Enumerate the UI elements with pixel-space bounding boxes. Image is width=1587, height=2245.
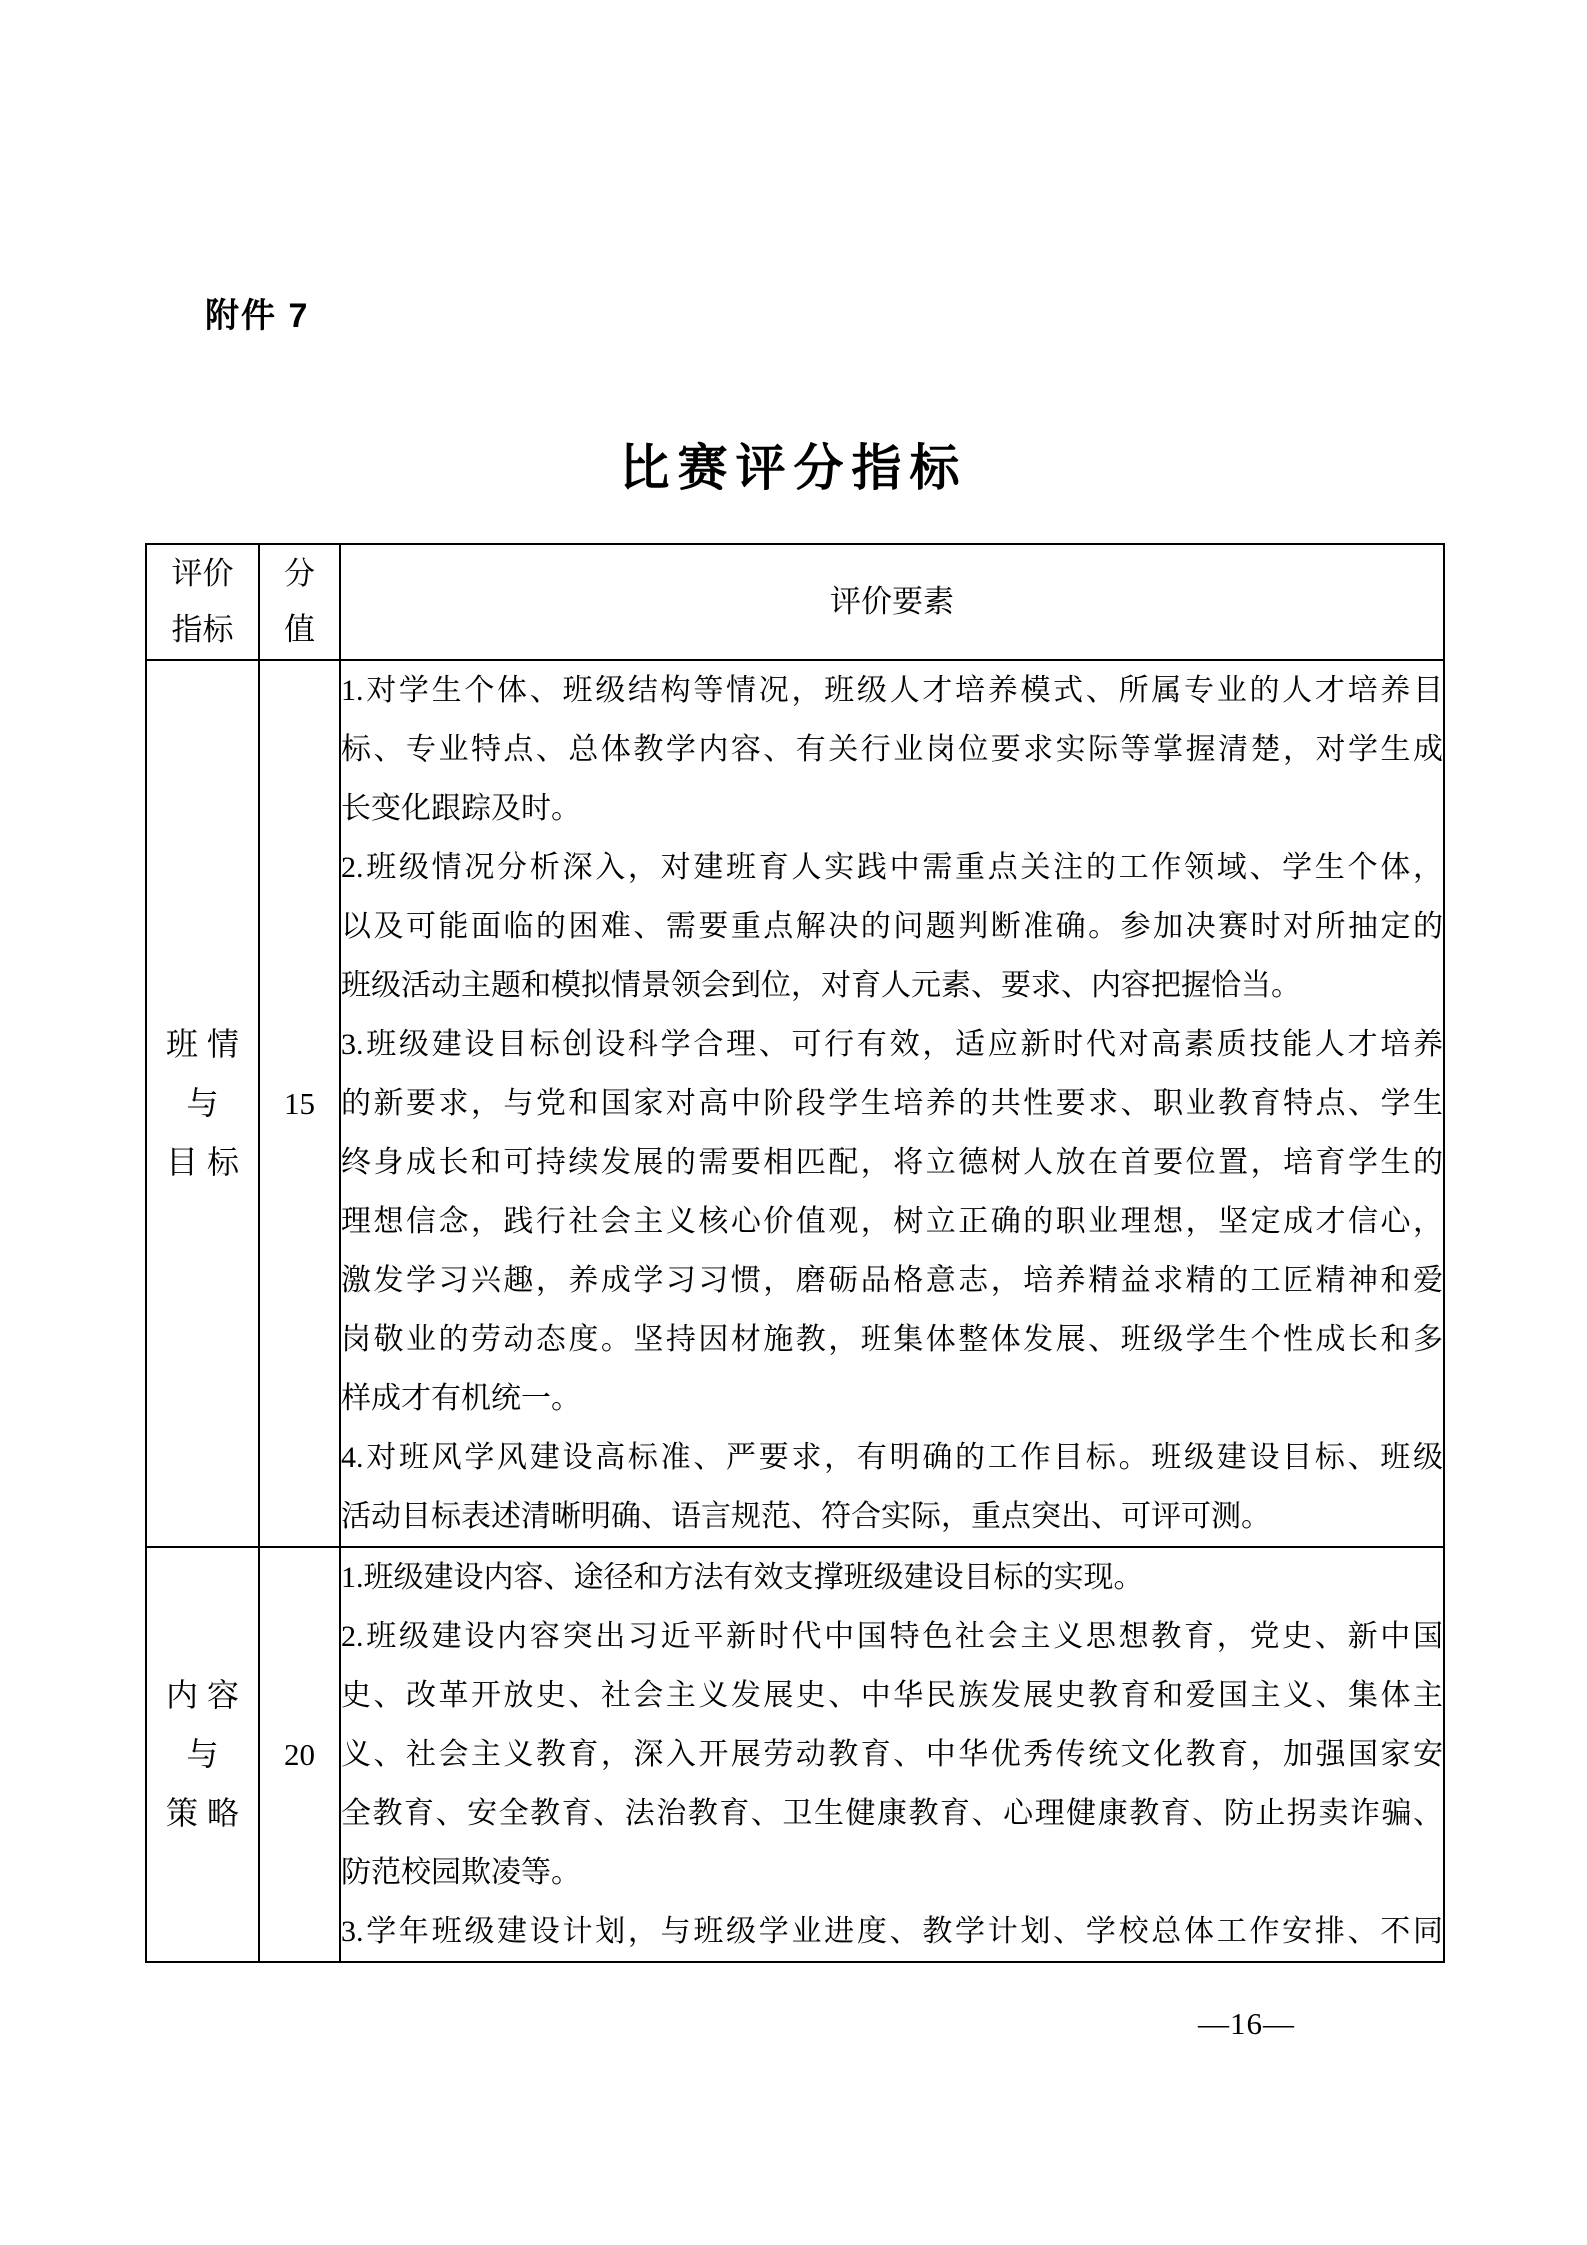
page-number: —16— [1198, 2006, 1295, 2041]
element-text-line: 理想信念，践行社会主义核心价值观，树立正确的职业理想，坚定成才信心， [341, 1205, 1443, 1238]
header-score-line: 分 [284, 556, 315, 591]
indicator-line: 内容 [165, 1677, 248, 1713]
scoring-table [145, 543, 1445, 1963]
element-text-line: 3.学年班级建设计划，与班级学业进度、教学计划、学校总体工作安排、不同 [341, 1915, 1443, 1948]
element-text-line: 2.班级情况分析深入，对建班育人实践中需重点关注的工作领域、学生个体， [341, 851, 1443, 884]
element-text-line: 防范校园欺凌等。 [341, 1856, 581, 1889]
score-cell: 15 [259, 660, 340, 1547]
header-elements: 评价要素 [340, 544, 1444, 660]
header-score-line: 值 [284, 612, 315, 647]
indicator-cell [146, 660, 259, 1547]
elements-cell [340, 660, 1444, 1547]
element-text-line: 标、专业特点、总体教学内容、有关行业岗位要求实际等掌握清楚，对学生成 [341, 733, 1443, 766]
header-indicator-line: 指标 [171, 612, 234, 647]
header-indicator-line: 评价 [171, 556, 234, 591]
element-text-line: 以及可能面临的困难、需要重点解决的问题判断准确。参加决赛时对所抽定的 [341, 910, 1443, 943]
indicator-line: 班情 [165, 1026, 248, 1062]
element-text-line: 样成才有机统一。 [341, 1382, 581, 1415]
element-text-line: 岗敬业的劳动态度。坚持因材施教，班集体整体发展、班级学生个性成长和多 [341, 1323, 1443, 1356]
elements-cell [340, 1547, 1444, 1962]
table-header-row [146, 544, 1444, 660]
table-row [146, 1547, 1444, 1962]
element-text-line: 义、社会主义教育，深入开展劳动教育、中华优秀传统文化教育，加强国家安 [341, 1738, 1443, 1771]
element-text-line: 长变化跟踪及时。 [341, 792, 581, 825]
page-title: 比赛评分指标 [619, 440, 968, 496]
indicator-cell [146, 1547, 259, 1962]
indicator-line: 与 [186, 1736, 228, 1772]
element-text-line: 全教育、安全教育、法治教育、卫生健康教育、心理健康教育、防止拐卖诈骗、 [341, 1797, 1443, 1830]
indicator-line: 策略 [165, 1795, 248, 1831]
element-text-line: 1.对学生个体、班级结构等情况，班级人才培养模式、所属专业的人才培养目 [341, 674, 1443, 707]
element-text-line: 4.对班风学风建设高标准、严要求，有明确的工作目标。班级建设目标、班级 [341, 1441, 1443, 1474]
element-text-line: 活动目标表述清晰明确、语言规范、符合实际，重点突出、可评可测。 [341, 1500, 1271, 1533]
header-indicator [146, 544, 259, 660]
element-text-line: 班级活动主题和模拟情景领会到位，对育人元素、要求、内容把握恰当。 [341, 969, 1301, 1002]
attachment-label: 附件 7 [205, 297, 310, 335]
element-text-line: 3.班级建设目标创设科学合理、可行有效，适应新时代对高素质技能人才培养 [341, 1028, 1443, 1061]
element-text-line: 1.班级建设内容、途径和方法有效支撑班级建设目标的实现。 [341, 1561, 1144, 1594]
indicator-line: 目标 [165, 1144, 248, 1180]
header-score [259, 544, 340, 660]
element-text-line: 激发学习兴趣，养成学习习惯，磨砺品格意志，培养精益求精的工匠精神和爱 [341, 1264, 1443, 1297]
element-text-line: 2.班级建设内容突出习近平新时代中国特色社会主义思想教育，党史、新中国 [341, 1620, 1443, 1653]
element-text-line: 终身成长和可持续发展的需要相匹配，将立德树人放在首要位置，培育学生的 [341, 1146, 1443, 1179]
table-row [146, 660, 1444, 1547]
element-text-line: 史、改革开放史、社会主义发展史、中华民族发展史教育和爱国主义、集体主 [341, 1679, 1443, 1712]
element-text-line: 的新要求，与党和国家对高中阶段学生培养的共性要求、职业教育特点、学生 [341, 1087, 1443, 1120]
indicator-line: 与 [186, 1085, 228, 1121]
score-cell: 20 [259, 1547, 340, 1962]
